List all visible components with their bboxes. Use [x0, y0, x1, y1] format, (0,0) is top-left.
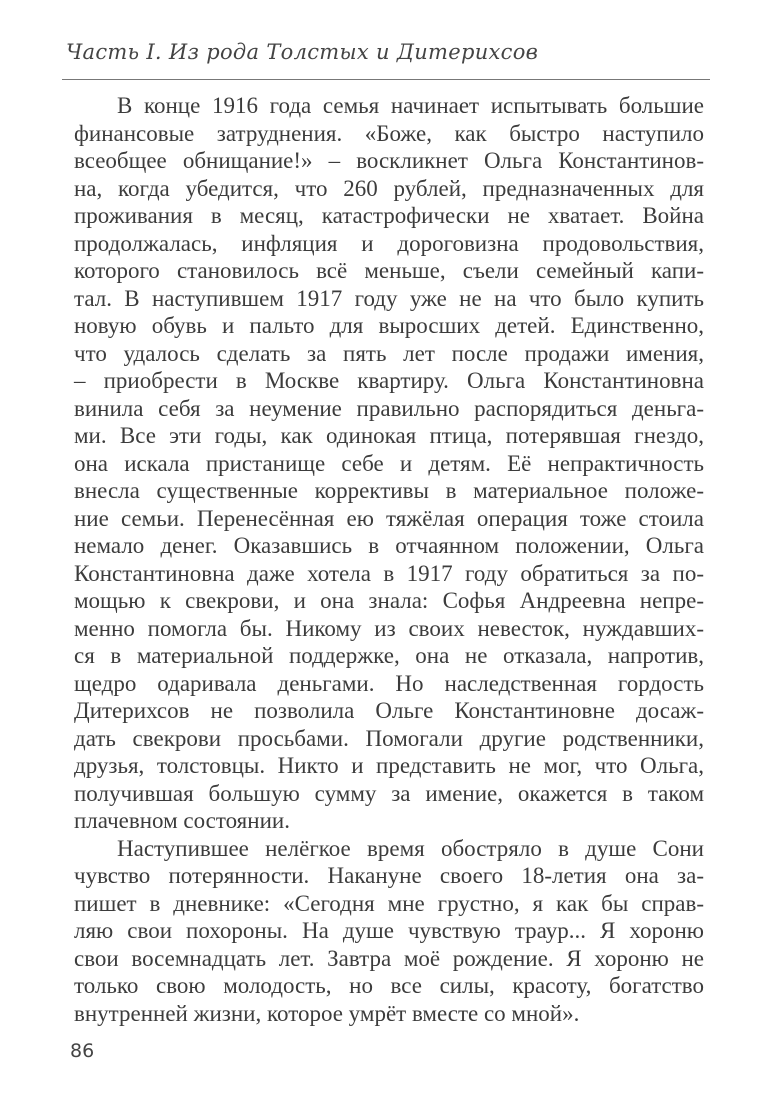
text-line: менно помогла бы. Никому из своих невесток, нуждавших-	[74, 615, 704, 641]
text-line: пишет в дневнике: «Сегодня мне грустно, я как бы справ-	[74, 890, 704, 916]
text-line: ми. Все эти годы, как одинокая птица, потерявшая гнездо,	[74, 423, 704, 448]
text-line: свои восемнадцать лет. Завтра моё рождение. Я хороню не	[74, 945, 704, 971]
text-line: ние семьи. Перенесённая ею тяжёлая операция тоже стоила	[74, 505, 704, 531]
text-line: проживания в месяц, катастрофически не хватает. Война	[74, 203, 704, 228]
text-line: новую обувь и пальто для выросших детей. Единственно,	[74, 313, 704, 338]
text-line: которого становилось всё меньше, съели семейный капи-	[74, 258, 704, 283]
text-line: щедро одаривала деньгами. Но наследственная гордость	[74, 670, 704, 696]
text-line: получившая большую сумму за имение, окажется в таком	[74, 780, 704, 806]
text-line: на, когда убедится, что 260 рублей, предназначенных для	[74, 175, 704, 201]
text-line: винила себя за неумение правильно распорядиться деньга-	[74, 395, 704, 421]
body-text	[74, 92, 704, 1027]
paragraph	[74, 835, 704, 1028]
header-rule	[62, 79, 710, 80]
text-line: друзья, толстовцы. Никто и представить не мог, что Ольга,	[74, 753, 704, 778]
running-header: Часть I. Из рода Толстых и Дитерихсов	[66, 40, 539, 64]
text-line: мощью к свекрови, и она знала: Софья Андреевна непре-	[74, 588, 704, 613]
text-line: только свою молодость, но все силы, красоту, богатство	[74, 973, 704, 998]
text-line: всеобщее обнищание!» – воскликнет Ольга Константинов-	[74, 148, 704, 173]
paragraph	[74, 92, 704, 835]
text-line: чувство потерянности. Накануне своего 18-летия она за-	[74, 863, 704, 888]
text-line: дать свекрови просьбами. Помогали другие родственники,	[74, 725, 704, 751]
text-line: внесла существенные коррективы в материальное положе-	[74, 478, 704, 503]
text-line: финансовые затруднения. «Боже, как быстро наступило	[74, 120, 704, 146]
text-line: В конце 1916 года семья начинает испытывать большие	[117, 93, 704, 118]
text-line: плачевном состоянии.	[74, 808, 290, 833]
text-line: Дитерихсов не позволила Ольге Константиновне досаж-	[74, 698, 704, 723]
text-line: Константиновна даже хотела в 1917 году обратиться за по-	[74, 560, 704, 586]
text-line: ляю свои похороны. На душе чувствую траур... Я хороню	[74, 918, 704, 943]
text-line: ся в материальной поддержке, она не отказала, напротив,	[74, 643, 704, 668]
text-line: Наступившее нелёгкое время обостряло в душе Сони	[117, 835, 704, 861]
text-line: внутренней жизни, которое умрёт вместе со мной».	[74, 1000, 580, 1026]
text-line: тал. В наступившем 1917 году уже не на что было купить	[74, 285, 704, 311]
text-line: она искала пристанище себе и детям. Её непрактичность	[74, 450, 704, 476]
page-number: 86	[70, 1040, 95, 1062]
text-line: что удалось сделать за пять лет после продажи имения,	[74, 340, 704, 366]
text-line: – приобрести в Москве квартиру. Ольга Константиновна	[74, 368, 704, 393]
text-line: немало денег. Оказавшись в отчаянном положении, Ольга	[74, 533, 704, 558]
text-line: продолжалась, инфляция и дороговизна продовольствия,	[74, 230, 704, 256]
